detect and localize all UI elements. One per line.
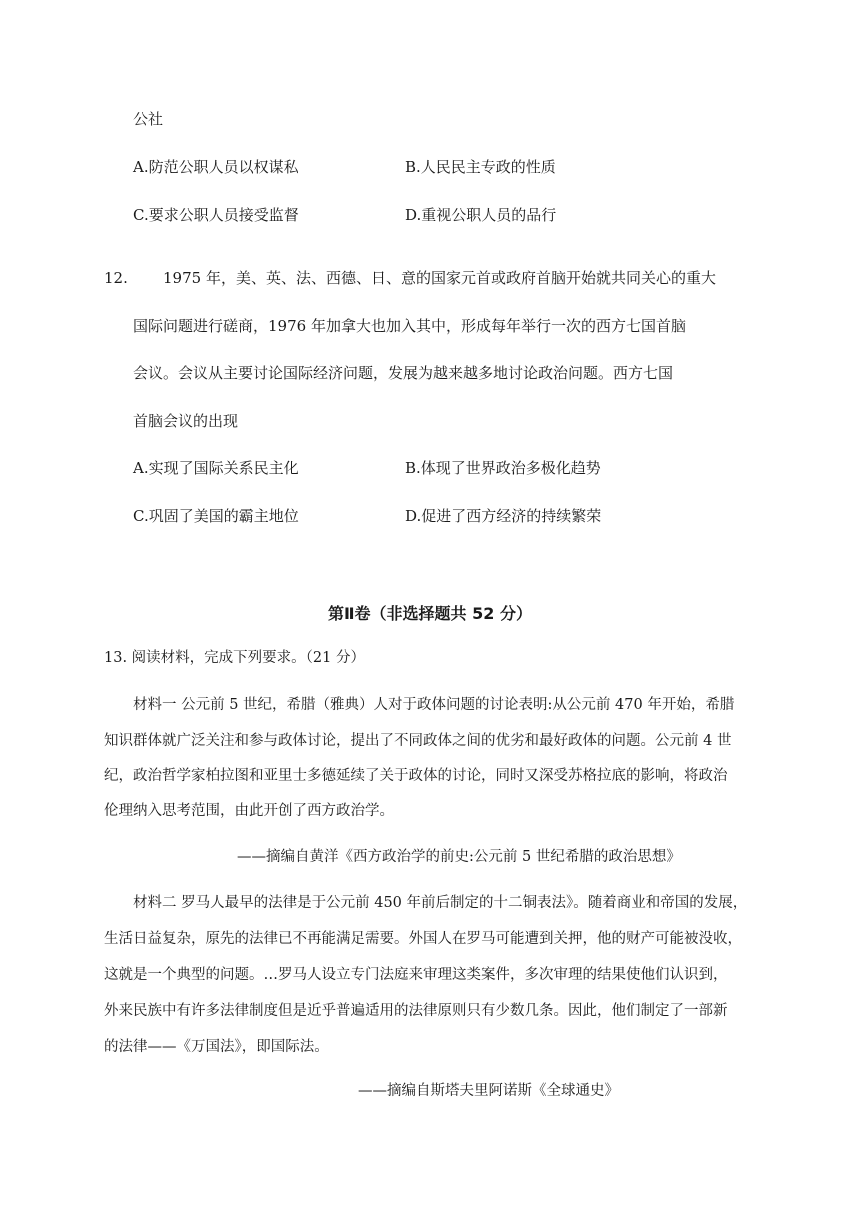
- material2-line-3: 这就是一个典型的问题。…罗马人设立专门法庭来审理这类案件，多次审理的结果使他们认识到，: [104, 967, 728, 983]
- material2-source: ——摘编自斯塔夫里阿诺斯《全球通史》: [358, 1083, 619, 1099]
- q12-stem-line-3: 会议。会议从主要讨论国际经济问题，发展为越来越多地讨论政治问题。西方七国: [133, 364, 674, 382]
- q12-number: 12.: [104, 269, 128, 287]
- material2-line-4: 外来民族中有许多法律制度但是近乎普遍适用的法律原则只有少数几条。因此，他们制定了一部新: [104, 1003, 728, 1019]
- material2-line-2: 生活日益复杂，原先的法律已不再能满足需要。外国人在罗马可能遭到关押，他的财产可能被没收，: [104, 931, 742, 947]
- q12-option-d[interactable]: D.促进了西方经济的持续繁荣: [405, 507, 602, 525]
- material1-line-3: 纪，政治哲学家柏拉图和亚里士多德延续了关于政体的讨论，同时又深受苏格拉底的影响，将政治: [104, 768, 728, 784]
- material1-line-4: 伦理纳入思考范围，由此开创了西方政治学。: [104, 803, 394, 819]
- q13-prompt: 13. 阅读材料，完成下列要求。（21 分）: [104, 650, 365, 666]
- section-title: 第Ⅱ卷（非选择题共 52 分）: [328, 604, 532, 623]
- q12-option-a[interactable]: A.实现了国际关系民主化: [133, 459, 299, 477]
- q12-stem-line-1: 1975 年，美、英、法、西德、日、意的国家元首或政府首脑开始就共同关心的重大: [163, 269, 716, 287]
- q12-stem-line-4: 首脑会议的出现: [133, 412, 239, 430]
- q12-option-b[interactable]: B.体现了世界政治多极化趋势: [405, 459, 601, 477]
- material1-line-2: 知识群体就广泛关注和参与政体讨论，提出了不同政体之间的优劣和最好政体的问题。公元前 4 世: [104, 733, 732, 749]
- material1-line-1: 材料一 公元前 5 世纪，希腊（雅典）人对于政体问题的讨论表明:从公元前 470 年开始，希腊: [133, 697, 735, 713]
- q11-option-b[interactable]: B.人民民主专政的性质: [405, 158, 556, 176]
- material2-line-1: 材料二 罗马人最早的法律是于公元前 450 年前后制定的十二铜表法》。随着商业和帝国的发展，: [133, 895, 748, 911]
- q11-stem-tail: 公社: [133, 110, 164, 128]
- q12-option-c[interactable]: C.巩固了美国的霸主地位: [133, 507, 299, 525]
- q11-option-a[interactable]: A.防范公职人员以权谋私: [133, 158, 299, 176]
- material1-source: ——摘编自黄洋《西方政治学的前史:公元前 5 世纪希腊的政治思想》: [237, 849, 681, 865]
- q11-option-c[interactable]: C.要求公职人员接受监督: [133, 206, 299, 224]
- q11-option-d[interactable]: D.重视公职人员的品行: [405, 206, 557, 224]
- material2-line-5: 的法律——《万国法》，即国际法。: [104, 1039, 329, 1055]
- q12-stem-line-2: 国际问题进行磋商，1976 年加拿大也加入其中，形成每年举行一次的西方七国首脑: [133, 317, 686, 335]
